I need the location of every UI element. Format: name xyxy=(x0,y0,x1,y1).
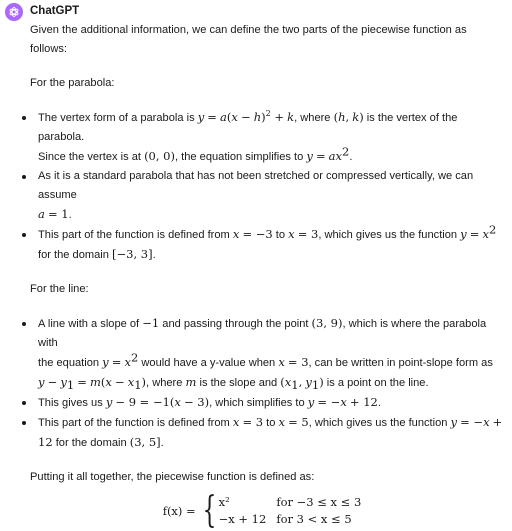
parabola-heading: For the parabola: xyxy=(30,77,115,89)
piecewise-function xyxy=(30,490,504,531)
line-bullet-2: This gives us y − 9 = −1(x − 3), which simplifies to y = −x + 12. xyxy=(30,393,504,413)
case-condition: for −3 ≤ x ≤ 3 xyxy=(276,495,362,509)
piecewise-case xyxy=(219,511,372,528)
parabola-bullet-1: The vertex form of a parabola is $y = a(x - h)^2 + k$, where (h, k) is the vertex of the parabola. Since the vertex is at (0, 0), the equation simplifies to $y = ax^2$. xyxy=(30,108,504,167)
parabola-bullet-2: As it is a standard parabola that has not been stretched or compressed vertically, we can assume a = 1. xyxy=(30,167,504,225)
line-bullet-1: A line with a slope of −1 and passing through the point (3, 9), which is where the parabola with the equation $y = x^2$ would have a y-value when x = 3, can be written in point-slope form as $y - y_1 = m(x - x_1)$, where m is the slope and ($x_1$, $y_1$) is a point on the line. xyxy=(30,314,504,393)
case-condition: for 3 < x ≤ 5 xyxy=(276,512,352,526)
parabola-bullet-3: This part of the function is defined from x = −3 to x = 3, which gives us the function $y = x^2$ for the domain [−3, 3]. xyxy=(30,225,504,265)
piecewise-lhs: f(x) = xyxy=(162,503,196,518)
sender-name: ChatGPT xyxy=(30,5,80,17)
line-list xyxy=(30,314,504,453)
openai-logo-icon xyxy=(8,6,20,18)
chatgpt-avatar xyxy=(5,3,23,21)
line-heading: For the line: xyxy=(30,283,89,295)
piecewise-case xyxy=(219,494,372,511)
piecewise-brace: { xyxy=(202,490,217,531)
intro-text: Given the additional information, we can define the two parts of the piecewise function as follows: xyxy=(30,24,467,55)
message-body xyxy=(30,21,504,529)
parabola-list xyxy=(30,108,504,265)
case-expression: −x + 12 xyxy=(218,512,267,526)
case-expression: x² xyxy=(218,495,230,509)
piecewise-cases xyxy=(219,494,372,528)
line-bullet-3: This part of the function is defined from x = 3 to x = 5, which gives us the function y = −x + 12 for the domain (3, 5]. xyxy=(30,413,504,453)
conclusion-text: Putting it all together, the piecewise function is defined as: xyxy=(30,471,315,483)
